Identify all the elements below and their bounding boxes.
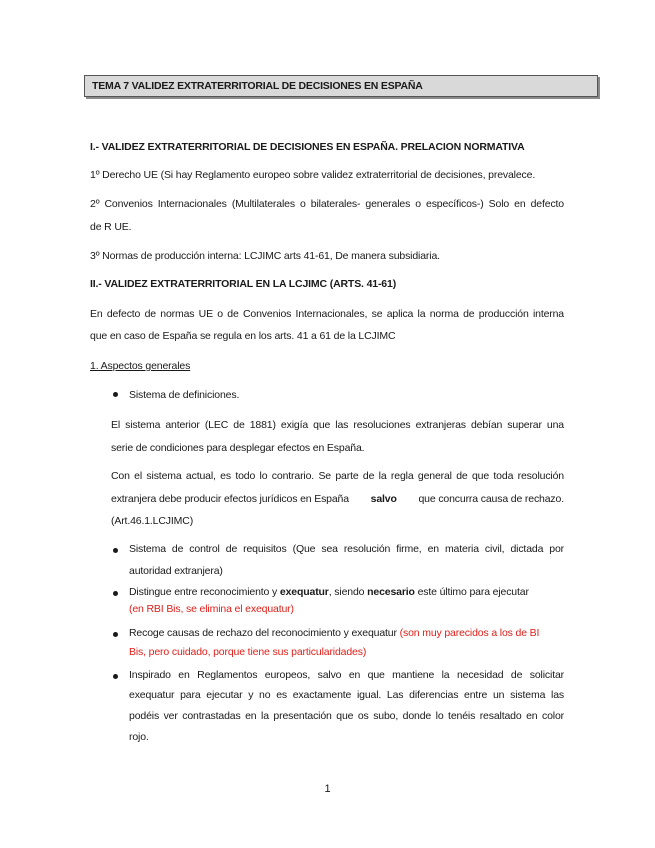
bullet3-bold2: necesario [367,586,415,598]
section1-p1: 1º Derecho UE (Si hay Reglamento europeo sobre validez extraterritorial de decisiones, prevalece. [90,169,536,181]
para-b-line1: Con el sistema actual, es todo lo contrario. Se parte de la regla general de que toda resolución [111,470,564,482]
bullet5-line3: podéis ver contrastadas en la presentación que os subo, donde lo tenéis resaltado en color [129,710,564,722]
bullet-dot [113,591,118,596]
bullet3-red: (en RBI Bis, se elimina el exequatur) [129,603,294,615]
title-box [84,75,598,97]
bullet-dot [113,674,118,679]
bullet3-line1 [129,585,529,599]
bullet2-line2: autoridad extranjera) [129,565,223,577]
section2-subheading: 1. Aspectos generales [90,360,191,372]
page-title: TEMA 7 VALIDEZ EXTRATERRITORIAL DE DECISIONES EN ESPAÑA [92,80,423,92]
para-a-line1: El sistema anterior (LEC de 1881) exigía que las resoluciones extranjeras debían superar una [111,419,564,431]
bullet-dot [113,548,118,553]
para-b-line3: (Art.46.1.LCJIMC) [111,515,194,527]
section1-p2-line2: de R UE. [90,221,132,233]
bullet5-line4: rojo. [129,731,149,743]
bullet-dot [113,392,118,397]
page-number: 1 [324,783,331,795]
bullet2-line1: Sistema de control de requisitos (Que sea resolución firme, en materia civil, dictada por [129,543,564,555]
bullet3-bold1: exequatur [279,586,329,598]
section2-p1-line1: En defecto de normas UE o de Convenios Internacionales, se aplica la norma de producción interna [90,308,564,320]
bullet4-line1 [129,626,539,640]
bullet3-post: este último para ejecutar [417,586,529,598]
bullet3-mid: , siendo [328,586,365,598]
para-b-line2 [111,492,564,506]
section2-p1-line2: que en caso de España se regula en los arts. 41 a 61 de la LCJIMC [90,330,396,342]
para-b-line2-pre: extranjera debe producir efectos jurídicos en España [111,493,349,505]
para-b-line2-post: que concurra causa de rechazo. [418,493,564,505]
bullet4-red2: Bis, pero cuidado, porque tiene sus particularidades) [129,646,367,658]
section1-p3: 3º Normas de producción interna: LCJIMC arts 41-61, De manera subsidiaria. [90,250,440,262]
para-b-line2-bold: salvo [370,493,397,505]
para-a-line2: serie de condiciones para desplegar efectos en España. [111,442,365,454]
bullet4-pre: Recoge causas de rechazo del reconocimiento y exequatur [129,627,397,639]
bullet1-text: Sistema de definiciones. [129,389,240,401]
bullet5-line2: exequatur para ejecutar y no es exactamente igual. Las diferencias entre un sistema las [129,689,564,701]
section2-heading: II.- VALIDEZ EXTRATERRITORIAL EN LA LCJIMC (ARTS. 41-61) [90,278,397,290]
section1-p2-line1: 2º Convenios Internacionales (Multilaterales o bilaterales- generales o específicos-) Solo en defecto [90,198,564,210]
section1-heading: I.- VALIDEZ EXTRATERRITORIAL DE DECISIONES EN ESPAÑA. PRELACION NORMATIVA [90,141,525,153]
bullet4-red1: (son muy parecidos a los de BI [399,627,540,639]
bullet5-line1: Inspirado en Reglamentos europeos, salvo en que mantiene la necesidad de solicitar [129,669,564,681]
bullet-dot [113,632,118,637]
bullet3-pre: Distingue entre reconocimiento y [129,586,278,598]
